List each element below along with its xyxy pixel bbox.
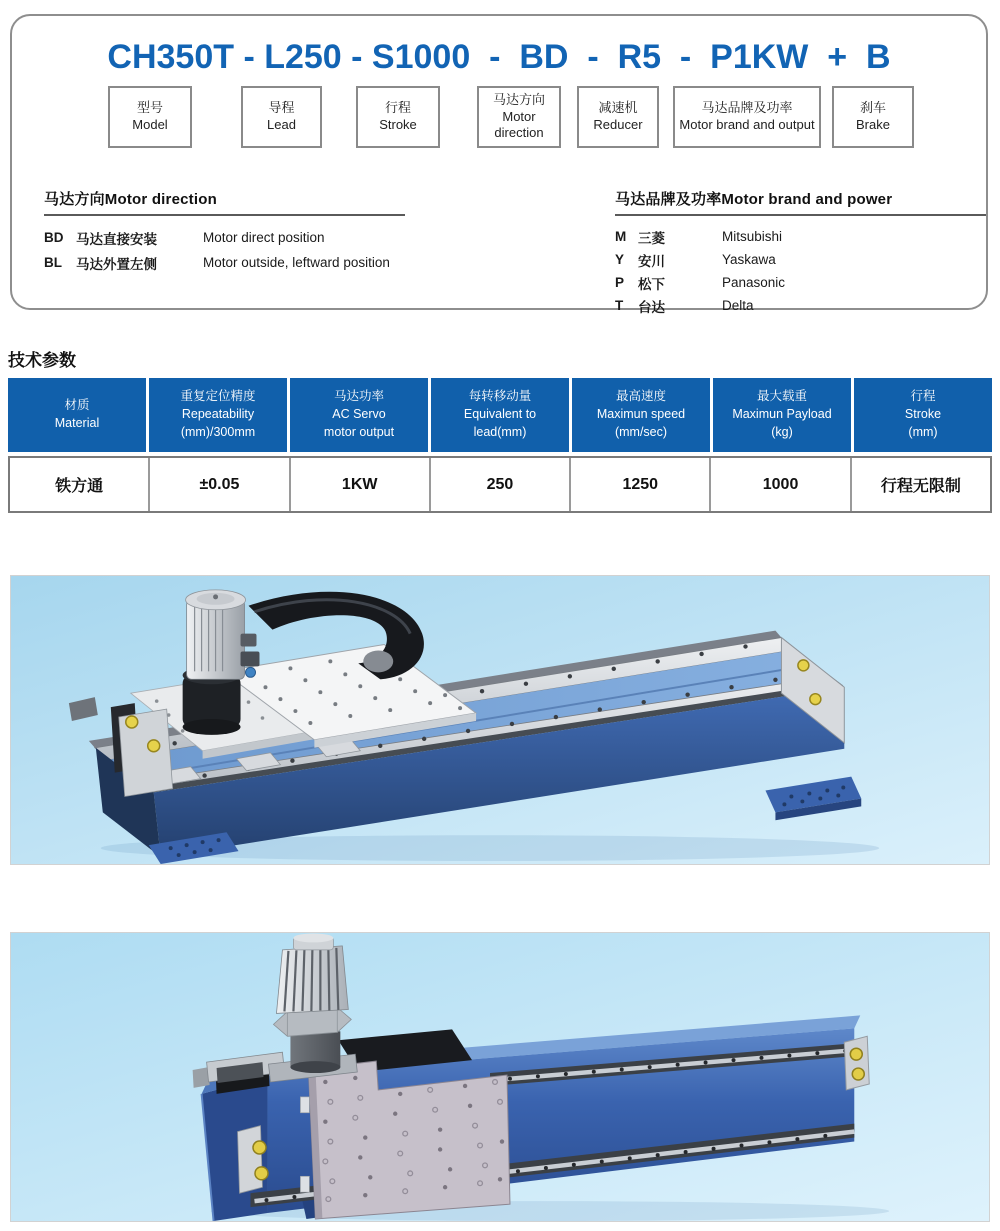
model-code-panel xyxy=(10,14,988,315)
code: P xyxy=(615,275,625,290)
segment-box-stroke xyxy=(356,86,440,148)
motor-direction-row xyxy=(44,250,405,275)
bracket-bolt xyxy=(126,716,138,728)
label-zh: 安川 xyxy=(638,253,665,269)
spec-value-max-speed: 1250 xyxy=(571,458,711,511)
left-end-bracket xyxy=(238,1126,263,1194)
segment-zh: 马达方向 xyxy=(492,91,545,107)
motor-direction-heading: 马达方向Motor direction xyxy=(44,188,405,216)
product-isometric-view xyxy=(10,575,990,865)
spec-table-header xyxy=(8,378,992,452)
model-code-title: CH350T - L250 - S1000 - BD - R5 - P1KW + B xyxy=(107,38,891,76)
motor-brand-section xyxy=(615,188,986,317)
product-side-view xyxy=(10,932,990,1222)
spec-col-repeatability: 重复定位精度 Repeatability (mm)/300mm xyxy=(149,378,287,452)
segment-en: Lead xyxy=(267,117,296,132)
motor-connector xyxy=(241,651,260,666)
spec-col-stroke: 行程 Stroke (mm) xyxy=(854,378,992,452)
motor-brand-row xyxy=(615,225,986,248)
segment-zh: 马达品牌及功率 xyxy=(701,100,793,116)
end-plate-bolt xyxy=(810,694,821,705)
bracket-bolt xyxy=(148,740,160,752)
spec-col-material: 材质 Material xyxy=(8,378,146,452)
spec-value-repeatability: ±0.05 xyxy=(150,458,290,511)
label-zh: 三菱 xyxy=(638,230,665,246)
label-zh: 台达 xyxy=(638,299,665,315)
label-en: Yaskawa xyxy=(722,252,776,267)
motor-brand-row xyxy=(615,271,986,294)
spec-col-lead: 每转移动量 Equivalent to lead(mm) xyxy=(431,378,569,452)
product-side-illustration xyxy=(11,933,989,1221)
segment-en: Reducer xyxy=(593,117,643,132)
spec-col-max-speed: 最高速度 Maximun speed (mm/sec) xyxy=(572,378,710,452)
spec-section-title: 技术参数 xyxy=(8,351,76,370)
label-zh: 马达直接安装 xyxy=(76,231,157,247)
segment-box-lead xyxy=(241,86,322,148)
rail-guide-tab xyxy=(300,1097,309,1113)
segment-zh: 型号 xyxy=(136,100,163,116)
spec-value-material: 铁方通 xyxy=(10,458,150,511)
label-zh: 马达外置左侧 xyxy=(76,256,157,272)
idler-pulley xyxy=(363,650,393,672)
spec-col-max-payload: 最大载重 Maximun Payload (kg) xyxy=(713,378,851,452)
spec-table-row xyxy=(8,456,992,513)
label-en: Delta xyxy=(722,298,754,313)
segment-box-reducer xyxy=(577,86,659,148)
product-isometric-illustration xyxy=(11,576,989,864)
spec-value-motor-output: 1KW xyxy=(291,458,431,511)
segment-en: Model xyxy=(132,117,168,132)
segment-zh: 行程 xyxy=(384,100,411,116)
code: T xyxy=(615,298,624,313)
segment-box-model xyxy=(108,86,192,148)
rail-guide-tab xyxy=(300,1176,309,1192)
label-en: Mitsubishi xyxy=(722,229,783,244)
segment-box-motor-direction xyxy=(477,86,561,148)
motor-direction-section xyxy=(44,188,405,275)
segment-box-brake xyxy=(832,86,914,148)
motor-brand-heading: 马达品牌及功率Motor brand and power xyxy=(615,188,986,216)
motor-brand-row xyxy=(615,294,986,317)
segment-box-motor-brand xyxy=(673,86,821,148)
segment-zh: 导程 xyxy=(268,100,295,116)
segment-en: Brake xyxy=(856,117,890,132)
label-en: Motor direct position xyxy=(203,230,325,245)
bracket-bolt xyxy=(850,1048,862,1060)
code: BD xyxy=(44,230,64,245)
motor-direction-row xyxy=(44,225,405,250)
spec-value-stroke: 行程无限制 xyxy=(880,478,961,495)
code: Y xyxy=(615,252,625,267)
segment-en: Motor brand and output xyxy=(679,117,815,132)
segment-en: Stroke xyxy=(379,117,417,132)
code: M xyxy=(615,229,627,244)
end-plate-bolt xyxy=(798,660,809,671)
spec-col-motor-output: 马达功率 AC Servo motor output xyxy=(290,378,428,452)
adjust-knob xyxy=(246,667,256,677)
spec-value-max-payload: 1000 xyxy=(711,458,851,511)
bracket-bolt xyxy=(253,1141,266,1154)
segment-en: Motor direction xyxy=(494,108,544,141)
motor-brand-row xyxy=(615,248,986,271)
label-zh: 松下 xyxy=(638,276,665,292)
segment-zh: 刹车 xyxy=(859,100,886,116)
bracket-bolt xyxy=(852,1068,864,1080)
motor-connector xyxy=(241,634,257,647)
segment-zh: 减速机 xyxy=(598,100,638,116)
label-en: Panasonic xyxy=(722,275,786,290)
right-end-bracket xyxy=(844,1036,869,1090)
code: BL xyxy=(44,255,62,270)
bracket-bolt xyxy=(255,1167,268,1180)
spec-value-lead: 250 xyxy=(431,458,571,511)
label-en: Motor outside, leftward position xyxy=(203,255,390,270)
